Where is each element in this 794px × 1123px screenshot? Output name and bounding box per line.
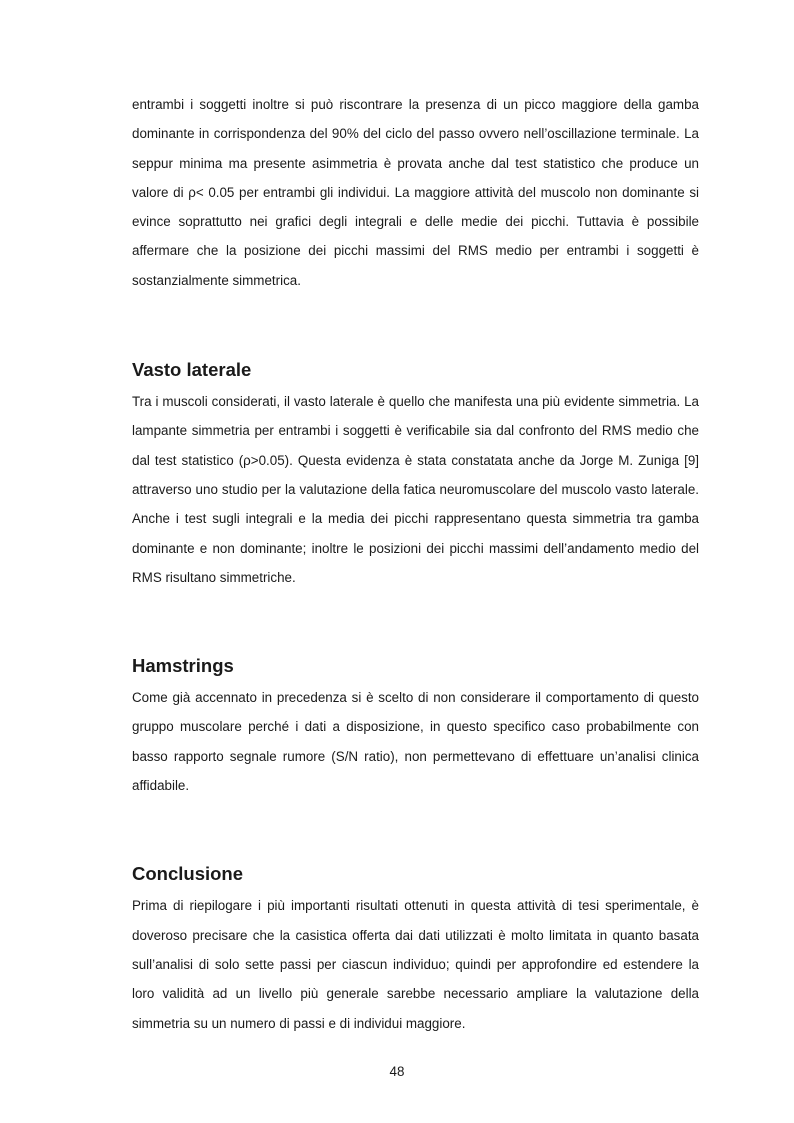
page-number: 48 [389,1064,405,1079]
conclusione-paragraph: Prima di riepilogare i più importanti risultati ottenuti in questa attività di tesi sperimentale, è doveroso precisare che la casistica offerta dai dati utilizzati è molto limitata in quanto basata sull’analisi di solo sette passi per ciascun individuo; quindi per approfondire ed estendere la loro validità ad un livello più generale sarebbe necessario ampliare la valutazione della simmetria su un numero di passi e di individui maggiore. [132,898,699,1031]
hamstrings-paragraph: Come già accennato in precedenza si è scelto di non considerare il comportamento di questo gruppo muscolare perché i dati a disposizione, in questo specifico caso probabilmente con basso rapporto segnale rumore (S/N ratio), non permettevano di effettuare un’analisi clinica affidabile. [132,690,699,794]
section-heading-vasto-laterale: Vasto laterale [132,359,252,381]
page-body [132,90,699,1038]
section-heading-conclusione: Conclusione [132,863,244,885]
vasto-laterale-paragraph: Tra i muscoli considerati, il vasto laterale è quello che manifesta una più evidente simmetria. La lampante simmetria per entrambi i soggetti è verificabile sia dal confronto del RMS medio che dal test statistico (ρ>0.05). Questa evidenza è stata constatata anche da Jorge M. Zuniga [9] attraverso uno studio per la valutazione della fatica neuromuscolare del muscolo vasto laterale. Anche i test sugli integrali e la media dei picchi rappresentano questa simmetria tra gamba dominante e non dominante; inoltre le posizioni dei picchi massimi dell’andamento medio del RMS risultano simmetriche. [132,394,699,585]
intro-paragraph: entrambi i soggetti inoltre si può riscontrare la presenza di un picco maggiore della gamba dominante in corrispondenza del 90% del ciclo del passo ovvero nell’oscillazione terminale. La seppur minima ma presente asimmetria è provata anche dal test statistico che produce un valore di ρ< 0.05 per entrambi gli individui. La maggiore attività del muscolo non dominante si evince soprattutto nei grafici degli integrali e delle medie dei picchi. Tuttavia è possibile affermare che la posizione dei picchi massimi del RMS medio per entrambi i soggetti è sostanzialmente simmetrica. [132,97,699,288]
section-heading-hamstrings: Hamstrings [132,655,234,677]
